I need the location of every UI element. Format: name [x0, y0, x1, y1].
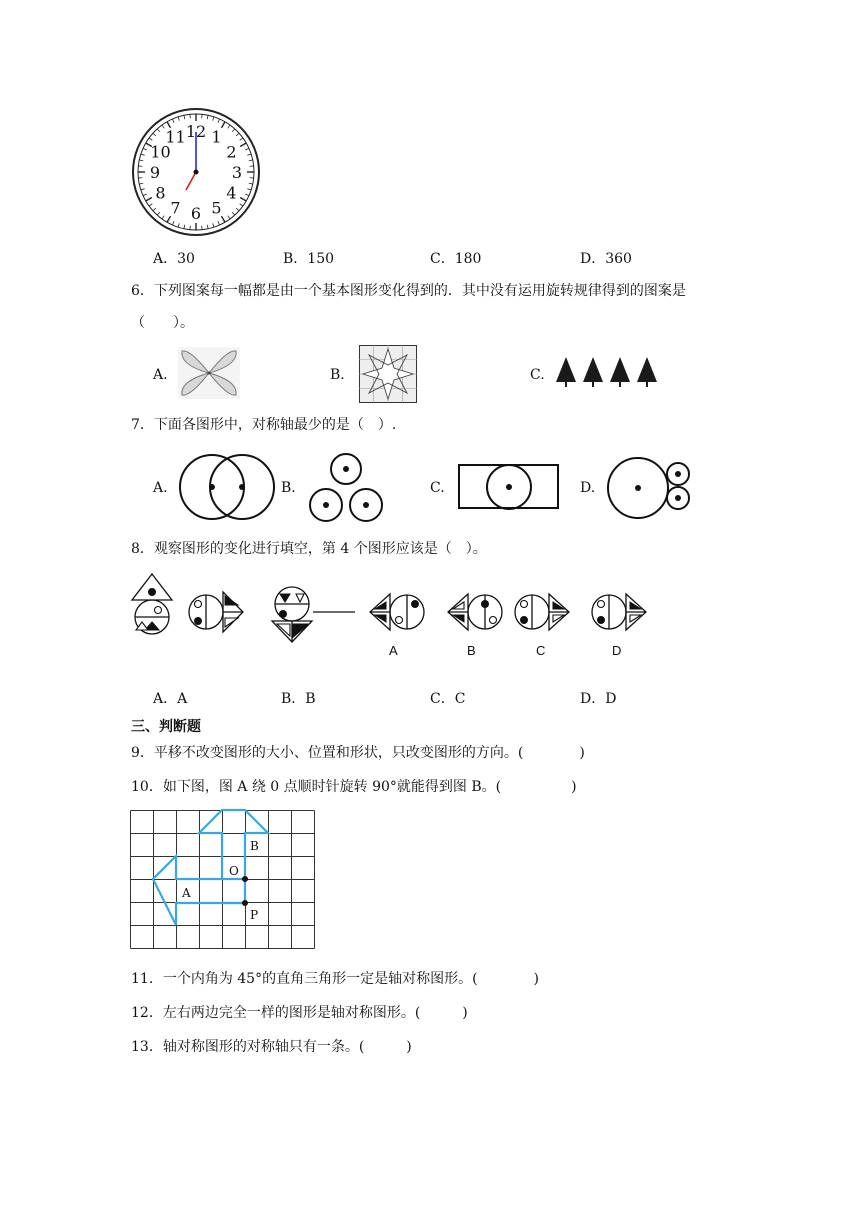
q11-text[interactable]: 11．一个内角为 45°的直角三角形一定是轴对称图形。( )	[131, 971, 540, 987]
q5-option-d[interactable]: D．360	[580, 251, 632, 267]
clock-number: 8	[155, 183, 166, 203]
clock-number: 7	[170, 198, 181, 218]
q6-trees-figure	[555, 357, 661, 387]
q7-option-c[interactable]: C.	[430, 480, 445, 496]
q8-figure-label-d: D	[612, 643, 622, 658]
q8-option-c[interactable]: C．C	[430, 691, 466, 707]
q5-option-c[interactable]: C．180	[430, 251, 482, 267]
q12-text[interactable]: 12．左右两边完全一样的图形是轴对称图形。( )	[131, 1005, 468, 1021]
q6-option-c[interactable]: C.	[530, 367, 545, 383]
clock-number: 2	[226, 142, 237, 162]
q7-text: 7．下面各图形中，对称轴最少的是（ ）.	[131, 417, 397, 433]
q6-text: 6．下列图案每一幅都是由一个基本图形变化得到的．其中没有运用旋转规律得到的图案是	[131, 283, 686, 299]
q10-label-o: O	[229, 864, 239, 878]
clock-number: 1	[211, 127, 222, 147]
q6-option-a[interactable]: A.	[153, 367, 168, 383]
clock-number: 3	[231, 163, 243, 182]
clock-number: 9	[149, 163, 161, 182]
q6-option-b[interactable]: B.	[330, 367, 345, 383]
q10-grid-figure	[130, 810, 316, 952]
q7-figure-b	[305, 452, 387, 524]
clock-number: 5	[211, 198, 222, 218]
clock-number: 10	[150, 142, 171, 162]
q8-figure-label-b: B	[467, 643, 476, 658]
q8-option-b[interactable]: B．B	[281, 691, 316, 707]
q7-figure-a	[178, 452, 276, 522]
clock-number: 6	[190, 204, 202, 223]
q10-text[interactable]: 10．如下图，图 A 绕 0 点顺时针旋转 90°就能得到图 B。( )	[131, 779, 577, 795]
clock-number: 11	[165, 127, 186, 147]
q5-option-a[interactable]: A．30	[153, 251, 195, 267]
q7-option-b[interactable]: B.	[281, 480, 296, 496]
q6-star-figure	[359, 345, 417, 403]
q7-figure-c	[458, 462, 560, 512]
q13-text[interactable]: 13．轴对称图形的对称轴只有一条。( )	[131, 1039, 412, 1055]
q7-option-d[interactable]: D.	[580, 480, 596, 496]
q7-option-a[interactable]: A.	[153, 480, 168, 496]
q8-figure-label-a: A	[389, 643, 398, 658]
clock-number: 4	[226, 183, 237, 203]
q10-label-a: A	[182, 886, 191, 900]
q10-label-p: P	[250, 908, 259, 922]
clock-number: 12	[185, 122, 207, 141]
q5-option-b[interactable]: B．150	[283, 251, 335, 267]
q8-option-a[interactable]: A．A	[153, 691, 188, 707]
q8-text: 8．观察图形的变化进行填空，第 4 个图形应该是（ ）。	[131, 541, 487, 557]
q6-flower-figure	[178, 347, 240, 399]
q8-figure-label-c: C	[536, 643, 546, 658]
q10-label-b: B	[250, 839, 259, 853]
q7-figure-d	[606, 456, 690, 520]
q8-option-d[interactable]: D．D	[580, 691, 617, 707]
q6-text-2: （ ）。	[131, 315, 194, 331]
section-title: 三、判断题	[131, 719, 201, 735]
clock-hour-hand	[186, 172, 196, 190]
clock-figure	[130, 108, 262, 236]
q9-text[interactable]: 9．平移不改变图形的大小、位置和形状，只改变图形的方向。( )	[131, 745, 585, 761]
